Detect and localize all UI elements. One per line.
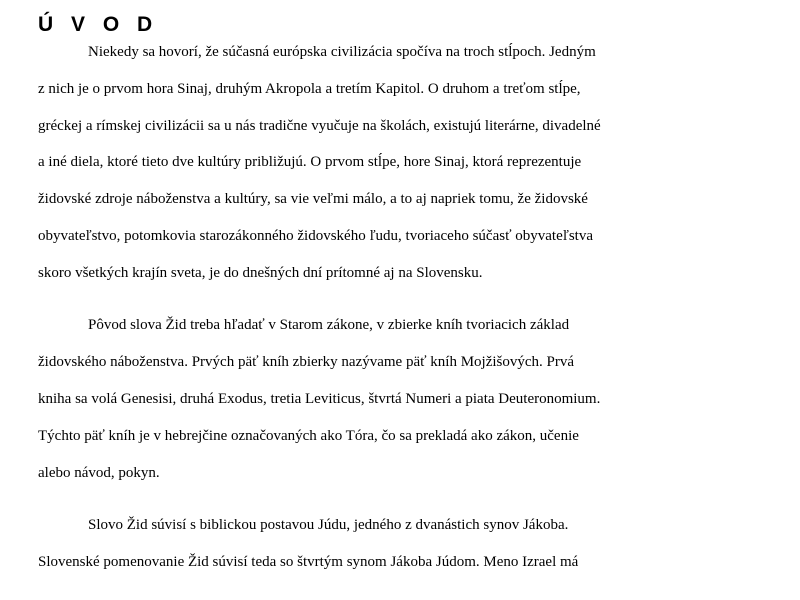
paragraph-2-line-4: Týchto päť kníh je v hebrejčine označovaných ako Tóra, čo sa prekladá ako zákon, učenie: [38, 428, 579, 444]
paragraph-3-line-1: Slovo Žid súvisí s biblickou postavou Júdu, jedného z dvanástich synov Jákoba.: [88, 517, 569, 533]
paragraph-1-line-7: skoro všetkých krajín sveta, je do dnešných dní prítomné aj na Slovensku.: [38, 265, 483, 281]
paragraph-3-line-2: Slovenské pomenovanie Žid súvisí teda so štvrtým synom Jákoba Júdom. Meno Izrael má: [38, 554, 579, 570]
paragraph-2-line-1: Pôvod slova Žid treba hľadať v Starom zákone, v zbierke kníh tvoriacich základ: [88, 317, 570, 333]
paragraph-2-line-3: kniha sa volá Genesisi, druhá Exodus, tretia Leviticus, štvrtá Numeri a piata Deuteronomium.: [38, 391, 601, 407]
paragraph-2-line-2: židovského náboženstva. Prvých päť kníh zbierky nazývame päť kníh Mojžišových. Prvá: [38, 354, 575, 370]
paragraph-1-line-6: obyvateľstvo, potomkovia starozákonného židovského ľudu, tvoriaceho súčasť obyvateľstva: [38, 228, 593, 244]
paragraph-2-line-5: alebo návod, pokyn.: [38, 465, 160, 481]
paragraph-1-line-5: židovské zdroje náboženstva a kultúry, sa vie veľmi málo, a to aj napriek tomu, že židovské: [38, 191, 588, 207]
section-heading: Ú V O D: [38, 13, 159, 36]
paragraph-1-line-4: a iné diela, ktoré tieto dve kultúry približujú. O prvom stĺpe, hore Sinaj, ktorá reprezentuje: [38, 154, 582, 170]
paragraph-1-line-3: gréckej a rímskej civilizácii sa u nás tradične vyučuje na školách, existujú literárne, divadelné: [38, 118, 601, 134]
paragraph-1-line-1: Niekedy sa hovorí, že súčasná európska civilizácia spočíva na troch stĺpoch. Jedným: [88, 44, 596, 60]
paragraph-1-line-2: z nich je o prvom hora Sinaj, druhým Akropola a tretím Kapitol. O druhom a treťom stĺpe,: [38, 81, 581, 97]
